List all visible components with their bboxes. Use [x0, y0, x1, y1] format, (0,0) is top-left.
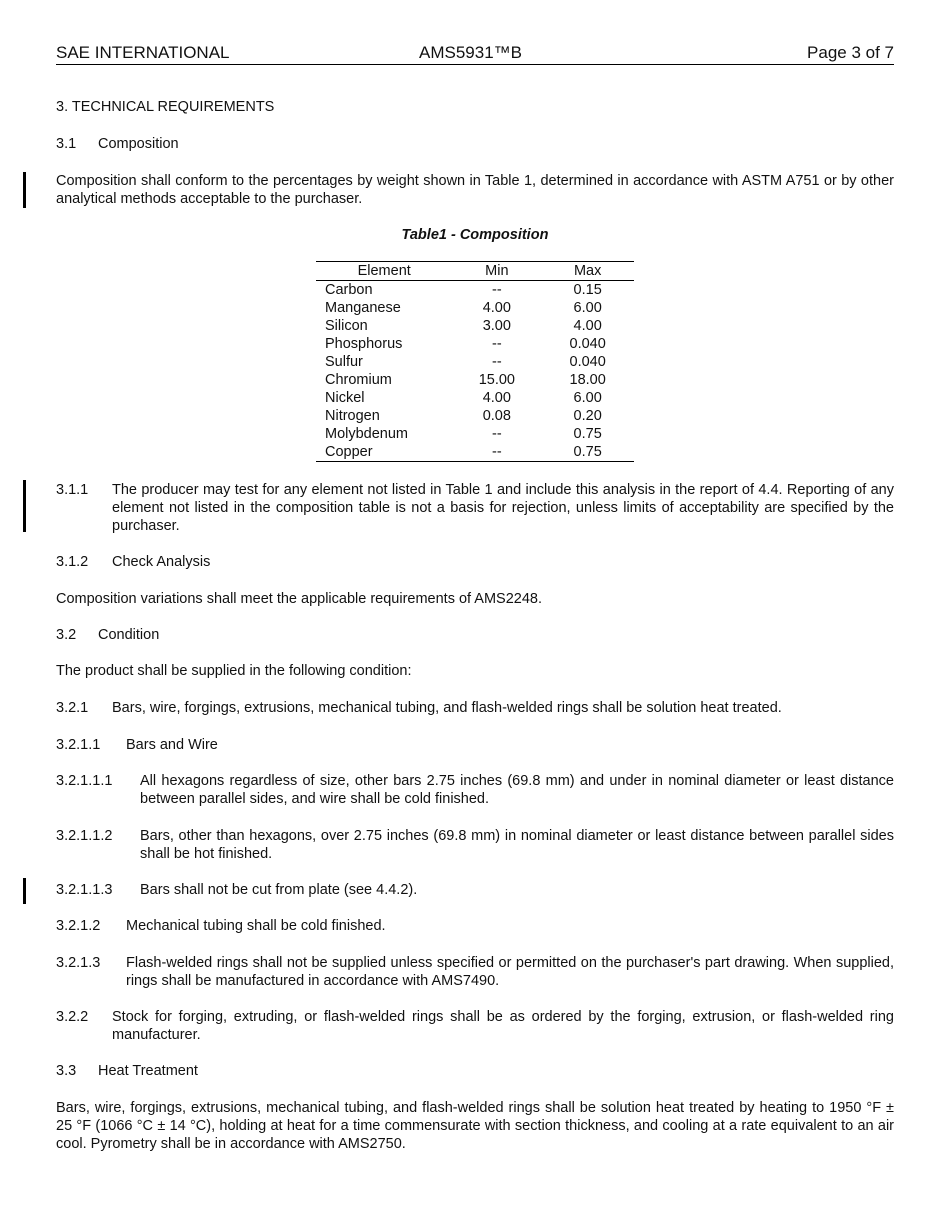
section-number: 3.1.1 [56, 482, 89, 498]
section-3-2-1-2 [56, 917, 894, 935]
section-number: 3.2.1.3 [56, 955, 101, 971]
section-number: 3.2 [56, 627, 77, 643]
table-row [316, 335, 634, 353]
section-3-2-1-3 [56, 954, 894, 990]
cell-max: 0.20 [573, 408, 602, 424]
cell-max: 0.75 [573, 426, 602, 442]
cell-max: 0.040 [569, 336, 606, 352]
cell-element: Nitrogen [325, 408, 380, 424]
table-row [316, 371, 634, 389]
cell-max: 18.00 [569, 372, 606, 388]
section-title: Heat Treatment [98, 1063, 198, 1079]
cell-element: Silicon [325, 318, 368, 334]
cell-min: -- [492, 282, 502, 298]
section-3-1-2-body: Composition variations shall meet the applicable requirements of AMS2248. [56, 591, 543, 607]
cell-min: 15.00 [478, 372, 515, 388]
section-number: 3.2.1 [56, 700, 89, 716]
section-number: 3.1.2 [56, 554, 89, 570]
cell-max: 0.040 [569, 354, 606, 370]
section-body: The producer may test for any element not listed in Table 1 and include this analysis in the report of 4.4. Reporting of any element not listed in the composition table is not a basis for rejection, unless limits of acceptability are specified by the purchaser. [112, 482, 894, 534]
section-3-1-body: Composition shall conform to the percentages by weight shown in Table 1, determined in accordance with ASTM A751 or by other analytical methods acceptable to the purchaser. [56, 173, 894, 207]
section-3-2-1-1-2 [56, 827, 894, 863]
header-page-number: Page 3 of 7 [807, 43, 894, 62]
col-header-max: Max [541, 262, 634, 281]
section-body: Bars, other than hexagons, over 2.75 inches (69.8 mm) in nominal diameter or least distance between parallel sides shall be hot finished. [140, 828, 894, 862]
section-number: 3.2.1.1 [56, 737, 101, 753]
cell-element: Nickel [325, 390, 365, 406]
section-number: 3.3 [56, 1063, 77, 1079]
table-row [316, 389, 634, 407]
page-header [56, 44, 894, 65]
col-header-min: Min [452, 262, 541, 281]
section-3-2-1 [56, 699, 894, 717]
cell-max: 0.75 [541, 443, 634, 462]
cell-element: Copper [316, 443, 452, 462]
table-row [316, 281, 634, 300]
cell-min: 0.08 [482, 408, 511, 424]
cell-element: Phosphorus [325, 336, 403, 352]
revision-bar [23, 878, 26, 904]
section-number: 3.2.1.2 [56, 918, 101, 934]
cell-min: -- [452, 443, 541, 462]
section-3-2-1-1-1 [56, 772, 894, 808]
cell-min: -- [492, 336, 502, 352]
cell-max: 4.00 [573, 318, 602, 334]
section-title: Composition [98, 136, 179, 152]
revision-bar [23, 480, 26, 532]
table-row [316, 425, 634, 443]
section-3-2-heading [56, 626, 894, 644]
table-caption: Table1 - Composition [401, 227, 549, 243]
table-row [316, 407, 634, 425]
cell-element: Carbon [325, 282, 373, 298]
cell-max: 6.00 [573, 300, 602, 316]
cell-max: 0.15 [573, 282, 602, 298]
section-number: 3.1 [56, 136, 77, 152]
section-3-1-heading [56, 135, 894, 153]
table-row [316, 299, 634, 317]
section-body: Mechanical tubing shall be cold finished. [126, 918, 386, 934]
section-body: Bars, wire, forgings, extrusions, mechanical tubing, and flash-welded rings shall be solution heat treated. [112, 700, 782, 716]
section-title: Condition [98, 627, 160, 643]
col-header-element: Element [316, 262, 452, 281]
section-3-2-1-1-heading [56, 736, 894, 754]
cell-element: Sulfur [325, 354, 363, 370]
cell-max: 6.00 [573, 390, 602, 406]
cell-element: Chromium [325, 372, 392, 388]
section-3-1-1 [56, 481, 894, 535]
cell-min: -- [492, 426, 502, 442]
section-number: 3.2.1.1.1 [56, 773, 113, 789]
section-3-2-1-1-3 [56, 881, 894, 899]
composition-table [316, 261, 634, 462]
header-org: SAE INTERNATIONAL [56, 43, 230, 62]
table-row [316, 353, 634, 371]
section-body: All hexagons regardless of size, other bars 2.75 inches (69.8 mm) and under in nominal diameter or least distance between parallel sides, and wire shall be cold finished. [140, 773, 894, 807]
cell-element: Molybdenum [325, 426, 409, 442]
cell-element: Manganese [325, 300, 401, 316]
section-body: Stock for forging, extruding, or flash-welded rings shall be as ordered by the forging, extrusion, or flash-welded ring manufacturer. [112, 1009, 894, 1043]
cell-min: -- [492, 354, 502, 370]
cell-min: 4.00 [482, 300, 511, 316]
section-3-2-body: The product shall be supplied in the following condition: [56, 663, 412, 679]
cell-min: 4.00 [482, 390, 511, 406]
header-doc-id: AMS5931™B [419, 43, 522, 62]
section-number: 3.2.1.1.2 [56, 828, 113, 844]
section-title: Check Analysis [112, 554, 211, 570]
section-body: Flash-welded rings shall not be supplied unless specified or permitted on the purchaser's part drawing. When supplied, rings shall be manufactured in accordance with AMS7490. [126, 955, 894, 989]
revision-bar [23, 172, 26, 208]
section-3-3-body: Bars, wire, forgings, extrusions, mechanical tubing, and flash-welded rings shall be solution heat treated by heating to 1950 °F ± 25 °F (1066 °C ± 14 °C), holding at heat for a time commensurate with section thickness, and cooling at a rate equivalent to an air cool. Pyrometry shall be in accordance with AMS2750. [56, 1100, 894, 1152]
section-3-3-heading [56, 1062, 894, 1080]
table-row [316, 443, 634, 462]
section-3-heading: 3. TECHNICAL REQUIREMENTS [56, 99, 275, 115]
table-row [316, 317, 634, 335]
section-3-2-2 [56, 1008, 894, 1044]
table-header-row [316, 262, 634, 281]
section-number: 3.2.1.1.3 [56, 882, 113, 898]
section-body: Bars shall not be cut from plate (see 4.4.2). [140, 882, 418, 898]
section-title: Bars and Wire [126, 737, 218, 753]
section-3-1-2-heading [56, 553, 894, 571]
cell-min: 3.00 [482, 318, 511, 334]
section-number: 3.2.2 [56, 1009, 89, 1025]
